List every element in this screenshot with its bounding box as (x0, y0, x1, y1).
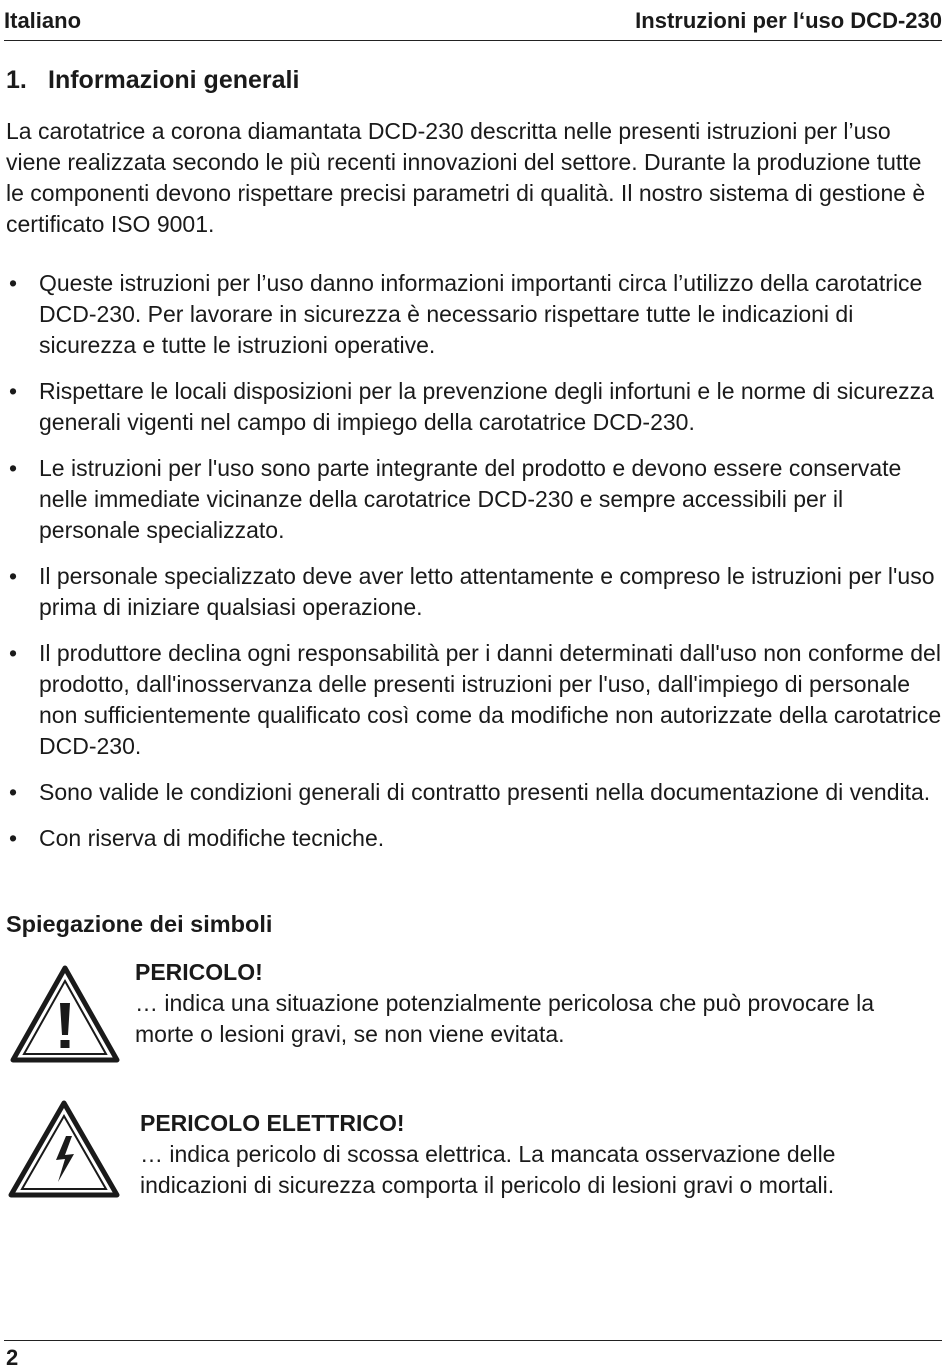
electrical-hazard-icon (8, 1100, 120, 1198)
bullet-dot: • (8, 779, 18, 805)
electrical-title: PERICOLO ELETTRICO! (140, 1110, 405, 1136)
bullet-item (6, 823, 944, 854)
section-heading (6, 66, 299, 95)
danger-symbol-description (135, 957, 895, 1050)
section-title: Informazioni generali (48, 66, 300, 94)
bullet-dot: • (8, 270, 18, 296)
bullet-dot: • (8, 563, 18, 589)
bullet-dot: • (8, 378, 18, 404)
warning-exclamation-icon (10, 965, 120, 1063)
danger-text: … indica una situazione potenzialmente pericolosa che può provocare la morte o lesioni gravi, se non viene evitata. (135, 990, 875, 1047)
bullet-item (6, 268, 944, 361)
bullet-item (6, 453, 944, 546)
bullet-dot: • (8, 825, 18, 851)
electrical-symbol-description (140, 1108, 945, 1201)
bullet-text: Il produttore declina ogni responsabilità per i danni determinati dall'uso non conforme del prodotto, dall'inosservanza delle presenti istruzioni per l'uso, dall'impiego di personale non sufficientemente qualificato così come da modifiche non autorizzate della carotatrice DCD-230. (39, 640, 942, 759)
bullet-text: Il personale specializzato deve aver letto attentamente e compreso le istruzioni per l'uso prima di iniziare qualsiasi operazione. (39, 563, 935, 620)
danger-title: PERICOLO! (135, 959, 263, 985)
bullet-item (6, 638, 944, 762)
page-header (4, 6, 942, 41)
bullet-dot: • (8, 640, 18, 666)
electrical-symbol-block (0, 1094, 950, 1204)
header-manual-title: Instruzioni per l‘uso DCD-230 (635, 8, 942, 33)
danger-symbol-block (0, 955, 950, 1065)
symbols-heading: Spiegazione dei simboli (6, 911, 273, 937)
intro-paragraph: La carotatrice a corona diamantata DCD-230 descritta nelle presenti istruzioni per l’uso viene realizzata secondo le più recenti innovazioni del settore. Durante la produzione tutte le componenti devono rispettare precisi parametri di qualità. Il nostro sistema di gestione è certificato ISO 9001. (6, 118, 926, 237)
footer-divider (4, 1340, 942, 1341)
bullet-text: Con riserva di modifiche tecniche. (39, 825, 385, 851)
bullet-text: Rispettare le locali disposizioni per la prevenzione degli infortuni e le norme di sicurezza generali vigenti nel campo di impiego della carotatrice DCD-230. (39, 378, 934, 435)
bullet-item (6, 376, 944, 438)
bullet-dot: • (8, 455, 18, 481)
bullet-item (6, 777, 944, 808)
page-number: 2 (6, 1345, 19, 1370)
bullet-item (6, 561, 944, 623)
info-bullet-list (6, 268, 944, 869)
section-number: 1. (6, 66, 27, 94)
header-language: Italiano (4, 8, 82, 33)
bullet-text: Le istruzioni per l'uso sono parte integrante del prodotto e devono essere conservate nelle immediate vicinanze della carotatrice DCD-230 e sempre accessibili per il personale specializzato. (39, 455, 902, 543)
bullet-text: Queste istruzioni per l’uso danno informazioni importanti circa l’utilizzo della carotatrice DCD-230. Per lavorare in sicurezza è necessario rispettare tutte le indicazioni di sicurezza e tutte le istruzioni operative. (39, 270, 923, 358)
electrical-text: … indica pericolo di scossa elettrica. La mancata osservazione delle indicazioni di sicurezza comporta il pericolo di lesioni gravi o mortali. (140, 1141, 836, 1198)
bullet-text: Sono valide le condizioni generali di contratto presenti nella documentazione di vendita. (39, 779, 931, 805)
